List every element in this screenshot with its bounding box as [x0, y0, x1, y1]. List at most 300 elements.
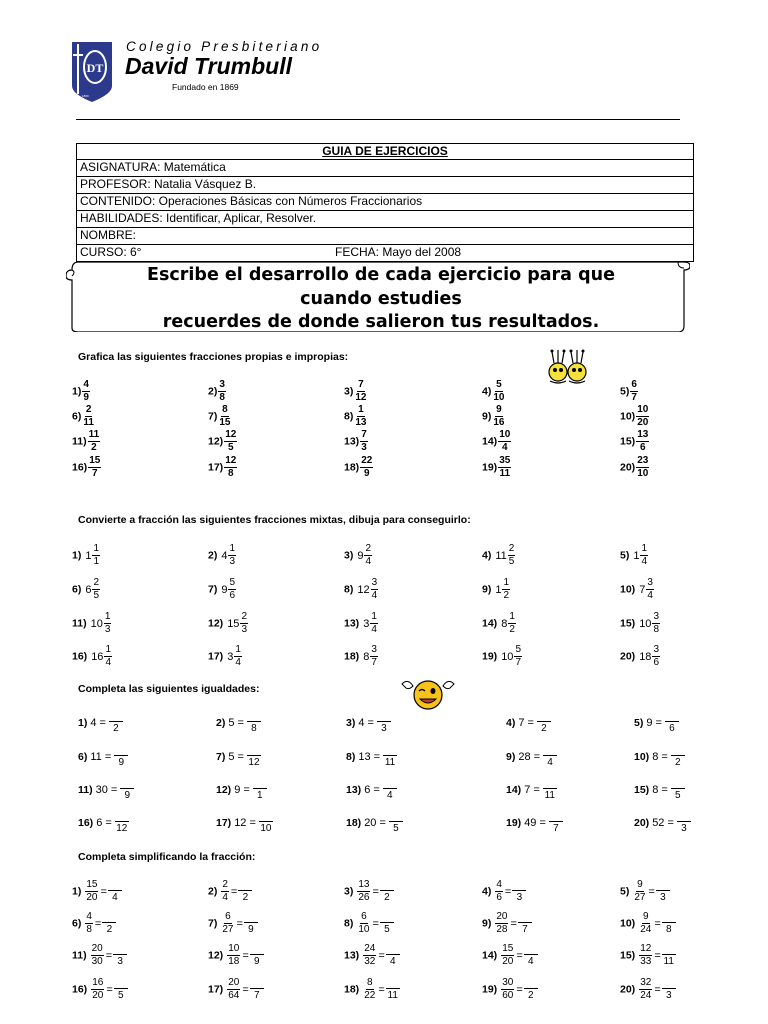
- exercise-item: [620, 456, 650, 479]
- denominator: 8: [665, 923, 672, 935]
- denominator: 6: [229, 590, 236, 601]
- denominator: 9: [253, 955, 260, 967]
- answer-blank[interactable]: [518, 913, 532, 935]
- answer-blank[interactable]: [386, 979, 400, 1001]
- item-number: 16): [72, 461, 88, 474]
- exercise-item: [346, 812, 403, 834]
- denominator: 8: [219, 392, 225, 403]
- blank-numerator[interactable]: [108, 881, 122, 891]
- answer-blank[interactable]: [671, 746, 685, 768]
- denominator: 4: [365, 556, 372, 567]
- blank-numerator[interactable]: [677, 812, 691, 822]
- blank-numerator[interactable]: [543, 746, 557, 756]
- equals-sign: =: [372, 917, 379, 930]
- numerator: 5: [496, 379, 502, 390]
- blank-numerator[interactable]: [665, 712, 679, 722]
- denominator: 2: [242, 891, 249, 903]
- denominator: 10: [260, 823, 272, 834]
- equals-sign: =: [236, 917, 243, 930]
- equals-sign: =: [94, 917, 102, 930]
- blank-numerator[interactable]: [120, 779, 134, 789]
- equation-lhs: 4 =: [90, 717, 106, 729]
- denominator: 3: [117, 955, 123, 967]
- exercise-item: [208, 430, 238, 453]
- blank-numerator[interactable]: [238, 881, 252, 891]
- equals-sign: =: [516, 949, 523, 962]
- denominator: 12: [116, 823, 128, 834]
- fraction: [82, 405, 95, 428]
- answer-blank[interactable]: [114, 746, 128, 768]
- answer-blank[interactable]: [238, 881, 252, 903]
- blank-numerator[interactable]: [543, 779, 557, 789]
- numerator: 15: [502, 943, 514, 954]
- info-row-name[interactable]: NOMBRE:: [76, 228, 694, 245]
- whole-number: 9: [357, 549, 364, 562]
- blank-numerator[interactable]: [244, 913, 258, 923]
- item-number: 5): [620, 549, 630, 562]
- info-row-course: [76, 245, 694, 262]
- item-number: 1): [78, 716, 88, 729]
- numerator: 2: [85, 404, 92, 415]
- blank-numerator[interactable]: [102, 913, 116, 923]
- numerator: 5: [515, 644, 521, 655]
- whole-number: 18: [639, 650, 652, 663]
- fraction: [91, 978, 104, 1001]
- blank-numerator[interactable]: [389, 812, 403, 822]
- blank-numerator[interactable]: [656, 881, 670, 891]
- numerator: 8: [222, 404, 228, 415]
- equals-sign: =: [372, 885, 379, 898]
- info-row-subject: ASIGNATURA: Matemática: [76, 160, 694, 177]
- answer-blank[interactable]: [102, 913, 116, 935]
- fraction: [360, 430, 368, 453]
- item-number: 11): [78, 783, 93, 796]
- blank-numerator[interactable]: [247, 746, 261, 756]
- denominator: 26: [358, 892, 370, 903]
- exercise-item: [634, 812, 691, 834]
- denominator: 5: [393, 823, 399, 834]
- denominator: 24: [640, 924, 652, 935]
- exercise-item: [482, 578, 511, 601]
- blank-numerator[interactable]: [250, 945, 264, 955]
- item-number: 18): [344, 983, 360, 996]
- blank-numerator[interactable]: [386, 979, 400, 989]
- denominator: 8: [227, 468, 234, 479]
- denominator: 1: [93, 556, 100, 567]
- item-number: 19): [482, 983, 498, 996]
- answer-blank[interactable]: [677, 812, 691, 834]
- item-number: 1): [72, 385, 82, 398]
- fraction: [502, 578, 510, 601]
- fraction: [92, 578, 100, 601]
- item-number: 13): [346, 783, 362, 796]
- answer-blank[interactable]: [253, 779, 267, 801]
- numerator: 5: [229, 577, 236, 588]
- blank-numerator[interactable]: [524, 979, 538, 989]
- numerator: 11: [88, 429, 100, 440]
- item-number: 7): [208, 917, 218, 930]
- item-number: 10): [620, 410, 636, 423]
- section-heading-mixed: Convierte a fracción las siguientes fracciones mixtas, dibuja para conseguirlo:: [78, 514, 471, 526]
- item-number: 17): [208, 983, 224, 996]
- exercise-item: [346, 746, 397, 768]
- blank-numerator[interactable]: [662, 913, 676, 923]
- fraction: [514, 645, 522, 668]
- answer-blank[interactable]: [665, 712, 679, 734]
- exercise-item: [344, 612, 379, 635]
- blank-numerator[interactable]: [383, 779, 397, 789]
- fraction: [218, 405, 231, 428]
- answer-blank[interactable]: [549, 812, 563, 834]
- item-number: 3): [344, 885, 354, 898]
- answer-blank[interactable]: [524, 945, 538, 967]
- section-heading-graph: Grafica las siguientes fracciones propias e impropias:: [78, 351, 349, 363]
- equals-sign: =: [242, 949, 249, 962]
- numerator: 9: [637, 879, 643, 890]
- item-number: 7): [216, 750, 226, 763]
- fraction: [228, 544, 236, 567]
- equation-lhs: 4 =: [358, 717, 374, 729]
- item-number: 17): [216, 816, 232, 829]
- denominator: 4: [371, 624, 377, 635]
- exercise-item: [620, 880, 670, 903]
- answer-blank[interactable]: [543, 779, 557, 801]
- answer-blank[interactable]: [115, 812, 129, 834]
- exercise-item: [482, 880, 526, 903]
- denominator: 22: [364, 990, 376, 1001]
- exercise-item: [506, 712, 551, 734]
- blank-numerator[interactable]: [113, 945, 127, 955]
- exercise-item: [208, 456, 238, 479]
- exercise-item: [482, 912, 532, 935]
- blank-numerator[interactable]: [115, 812, 129, 822]
- fraction: [357, 880, 370, 903]
- answer-blank[interactable]: [109, 712, 123, 734]
- denominator: 64: [228, 990, 240, 1001]
- denominator: 9: [118, 757, 125, 768]
- info-table: [76, 143, 694, 262]
- numerator: 9: [642, 911, 649, 922]
- fraction: [508, 612, 516, 635]
- numerator: 4: [496, 879, 502, 890]
- answer-blank[interactable]: [247, 712, 261, 734]
- blank-numerator[interactable]: [524, 945, 538, 955]
- numerator: 3: [371, 577, 378, 588]
- blank-numerator[interactable]: [247, 712, 261, 722]
- blank-numerator[interactable]: [549, 812, 563, 822]
- blank-numerator[interactable]: [671, 746, 685, 756]
- equation-lhs: 28 =: [518, 751, 541, 763]
- denominator: 27: [634, 892, 646, 903]
- answer-blank[interactable]: [250, 945, 264, 967]
- equals-sign: =: [105, 949, 113, 962]
- answer-blank[interactable]: [383, 746, 397, 768]
- blank-numerator[interactable]: [537, 712, 551, 722]
- answer-blank[interactable]: [113, 945, 127, 967]
- exercise-item: [620, 944, 676, 967]
- exercise-item: [344, 880, 394, 903]
- denominator: 4: [547, 757, 553, 768]
- blank-numerator[interactable]: [380, 881, 394, 891]
- answer-blank[interactable]: [108, 881, 122, 903]
- item-number: 14): [482, 617, 498, 630]
- denominator: 6: [653, 657, 659, 668]
- fraction: [85, 912, 93, 935]
- item-number: 3): [344, 549, 354, 562]
- equation-lhs: 9 =: [646, 717, 662, 729]
- denominator: 4: [235, 657, 241, 668]
- exercise-item: [208, 612, 249, 635]
- exercise-item: [346, 779, 397, 801]
- denominator: 60: [502, 990, 514, 1001]
- numerator: 12: [225, 429, 237, 440]
- fraction: [221, 880, 229, 903]
- answer-blank[interactable]: [662, 979, 676, 1001]
- answer-blank[interactable]: [383, 779, 397, 801]
- fraction: [82, 380, 90, 403]
- item-number: 15): [620, 949, 636, 962]
- denominator: 11: [387, 989, 398, 1001]
- blank-numerator[interactable]: [109, 712, 123, 722]
- item-number: 9): [482, 410, 492, 423]
- denominator: 2: [113, 723, 119, 734]
- item-number: 8): [346, 750, 356, 763]
- blank-numerator[interactable]: [512, 881, 526, 891]
- item-number: 10): [620, 917, 636, 930]
- item-number: 4): [482, 549, 492, 562]
- numerator: 35: [499, 455, 511, 466]
- item-number: 9): [482, 583, 492, 596]
- exercise-item: [344, 978, 400, 1001]
- denominator: 2: [384, 891, 390, 903]
- exercise-item: [506, 779, 557, 801]
- denominator: 32: [364, 956, 376, 967]
- blank-numerator[interactable]: [662, 945, 676, 955]
- denominator: 11: [83, 417, 94, 428]
- exercise-item: [208, 380, 227, 403]
- item-number: 2): [216, 716, 226, 729]
- blank-numerator[interactable]: [386, 945, 400, 955]
- exercise-item: [216, 746, 261, 768]
- denominator: 3: [681, 823, 687, 834]
- equation-lhs: 7 =: [524, 784, 540, 796]
- denominator: 9: [248, 923, 254, 935]
- answer-blank[interactable]: [386, 945, 400, 967]
- item-number: 5): [634, 716, 644, 729]
- answer-blank[interactable]: [247, 746, 261, 768]
- numerator: 3: [653, 611, 659, 622]
- item-number: 19): [482, 461, 498, 474]
- denominator: 8: [653, 624, 659, 635]
- numerator: 12: [640, 943, 652, 954]
- item-number: 6): [72, 917, 82, 930]
- whole-number: 8: [363, 650, 370, 663]
- blank-numerator[interactable]: [114, 979, 128, 989]
- answer-blank[interactable]: [120, 779, 134, 801]
- exercise-item: [72, 645, 113, 668]
- item-number: 10): [634, 750, 650, 763]
- fraction: [227, 944, 240, 967]
- numerator: 6: [225, 911, 231, 922]
- fraction: [227, 978, 240, 1001]
- equation-lhs: 9 =: [234, 784, 250, 796]
- numerator: 24: [364, 943, 376, 954]
- exercise-item: [620, 578, 655, 601]
- numerator: 20: [496, 911, 508, 922]
- fraction: [636, 430, 649, 453]
- blank-numerator[interactable]: [662, 979, 676, 989]
- exercise-item: [208, 578, 237, 601]
- exercise-item: [482, 944, 538, 967]
- fraction: [370, 612, 378, 635]
- exercise-item: [72, 880, 122, 903]
- item-number: 6): [78, 750, 88, 763]
- fraction: [224, 456, 237, 479]
- answer-blank[interactable]: [671, 779, 685, 801]
- exercise-item: [344, 456, 374, 479]
- item-number: 4): [482, 885, 492, 898]
- answer-blank[interactable]: [512, 881, 526, 903]
- fraction: [218, 380, 226, 403]
- item-number: 11): [72, 949, 87, 962]
- item-number: 12): [208, 617, 224, 630]
- info-row-content: CONTENIDO: Operaciones Básicas con Números Fraccionarios: [76, 194, 694, 211]
- denominator: 15: [219, 417, 231, 428]
- answer-blank[interactable]: [380, 913, 394, 935]
- exercise-item: [78, 812, 129, 834]
- exercise-item: [620, 380, 639, 403]
- blank-numerator[interactable]: [377, 712, 391, 722]
- whole-number: 9: [221, 583, 228, 596]
- numerator: 2: [241, 611, 247, 622]
- denominator: 2: [675, 757, 681, 768]
- answer-blank[interactable]: [377, 712, 391, 734]
- whole-number: 1: [495, 583, 502, 596]
- blank-numerator[interactable]: [380, 913, 394, 923]
- fraction: [354, 380, 367, 403]
- item-number: 17): [208, 650, 224, 663]
- exercise-item: [208, 912, 258, 935]
- fraction: [88, 430, 101, 453]
- exercise-item: [72, 912, 116, 935]
- denominator: 3: [241, 624, 247, 635]
- exercise-item: [506, 746, 557, 768]
- numerator: 1: [509, 611, 515, 622]
- blank-numerator[interactable]: [250, 979, 264, 989]
- blank-numerator[interactable]: [253, 779, 267, 789]
- denominator: 2: [106, 923, 113, 935]
- answer-blank[interactable]: [662, 945, 676, 967]
- item-number: 11): [72, 435, 87, 448]
- exercise-item: [634, 746, 685, 768]
- equals-sign: =: [654, 917, 661, 930]
- equals-sign: =: [504, 885, 512, 898]
- equation-lhs: 6 =: [364, 784, 380, 796]
- exercise-item: [482, 645, 523, 668]
- fraction: [508, 544, 516, 567]
- answer-blank[interactable]: [537, 712, 551, 734]
- denominator: 7: [515, 657, 521, 668]
- answer-blank[interactable]: [244, 913, 258, 935]
- item-number: 5): [620, 885, 630, 898]
- numerator: 1: [105, 644, 111, 655]
- fraction: [636, 456, 649, 479]
- fraction: [104, 612, 112, 635]
- fraction: [364, 544, 372, 567]
- answer-blank[interactable]: [259, 812, 273, 834]
- fraction: [228, 578, 236, 601]
- item-number: 14): [482, 435, 498, 448]
- answer-blank[interactable]: [114, 979, 128, 1001]
- item-number: 11): [72, 617, 87, 630]
- denominator: 33: [640, 956, 652, 967]
- item-number: 12): [208, 949, 224, 962]
- equation-lhs: 5 =: [228, 751, 244, 763]
- item-number: 20): [634, 816, 650, 829]
- exercise-item: [72, 430, 101, 453]
- exercise-item: [506, 812, 563, 834]
- header-divider: [76, 119, 680, 120]
- denominator: 9: [83, 392, 89, 403]
- blank-numerator[interactable]: [518, 913, 532, 923]
- blank-numerator[interactable]: [114, 746, 128, 756]
- numerator: 2: [508, 543, 515, 554]
- answer-blank[interactable]: [662, 913, 676, 935]
- item-number: 18): [344, 650, 360, 663]
- numerator: 10: [637, 404, 649, 415]
- equals-sign: =: [106, 983, 113, 996]
- answer-blank[interactable]: [389, 812, 403, 834]
- blank-numerator[interactable]: [383, 746, 397, 756]
- denominator: 11: [499, 468, 511, 479]
- exercise-item: [216, 779, 267, 801]
- denominator: 9: [363, 468, 370, 479]
- item-number: 20): [620, 461, 636, 474]
- whole-number: 11: [495, 549, 507, 562]
- exercise-item: [344, 645, 379, 668]
- answer-blank[interactable]: [656, 881, 670, 903]
- fraction: [234, 645, 242, 668]
- answer-blank[interactable]: [543, 746, 557, 768]
- exercise-item: [72, 380, 91, 403]
- item-number: 7): [208, 583, 218, 596]
- answer-blank[interactable]: [250, 979, 264, 1001]
- denominator: 7: [91, 468, 98, 479]
- blank-numerator[interactable]: [259, 812, 273, 822]
- exercise-item: [344, 912, 394, 935]
- item-number: 17): [208, 461, 224, 474]
- exercise-item: [620, 544, 649, 567]
- whole-number: 10: [90, 617, 103, 630]
- exercise-item: [72, 612, 112, 635]
- denominator: 11: [544, 790, 555, 801]
- answer-blank[interactable]: [380, 881, 394, 903]
- exercise-item: [482, 612, 517, 635]
- fraction: [492, 405, 505, 428]
- answer-blank[interactable]: [524, 979, 538, 1001]
- whole-number: 7: [639, 583, 646, 596]
- fraction: [498, 456, 511, 479]
- blank-numerator[interactable]: [671, 779, 685, 789]
- denominator: 4: [389, 955, 396, 967]
- exercise-item: [344, 380, 368, 403]
- exercise-item: [78, 712, 123, 734]
- exercise-item: [208, 544, 237, 567]
- exercise-item: [72, 405, 96, 428]
- fraction: [85, 880, 98, 903]
- exercise-item: [208, 880, 252, 903]
- exercise-item: [344, 405, 368, 428]
